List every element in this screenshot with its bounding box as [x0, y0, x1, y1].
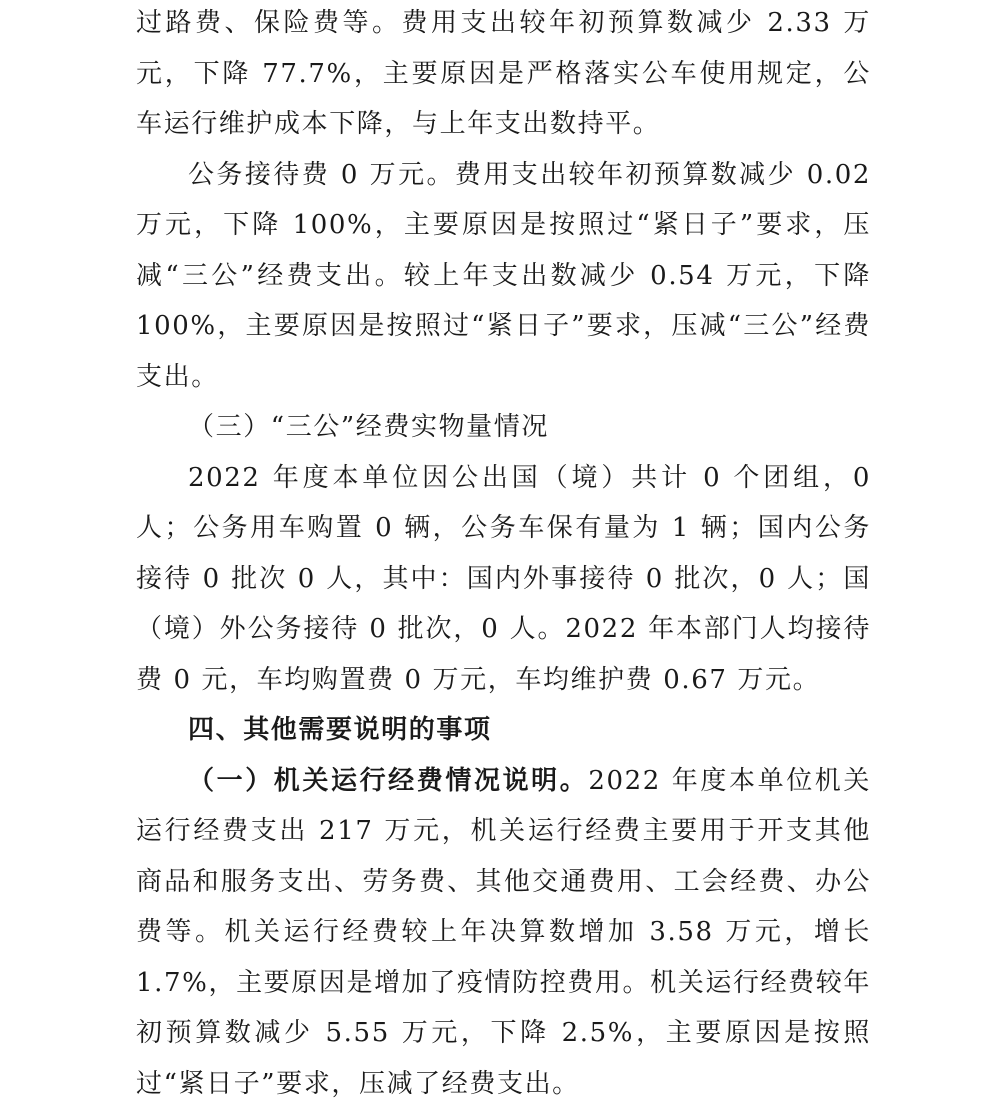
heading-section-four: 四、其他需要说明的事项 [136, 705, 871, 756]
paragraph-reception: 公务接待费 0 万元。费用支出较年初预算数减少 0.02 万元，下降 100%，主要原因是按照过“紧日子”要求，压减“三公”经费支出。较上年支出数减少 0.54 万元，下降 100%，主要原因是按照过“紧日子”要求，压减“三公”经费支出。 [136, 150, 871, 403]
operating-expenses-lead: （一）机关运行经费情况说明。 [188, 766, 588, 796]
document-body [136, 0, 871, 1109]
operating-expenses-body: 2022 年度本单位机关运行经费支出 217 万元，机关运行经费主要用于开支其他商品和服务支出、劳务费、其他交通费用、工会经费、办公费等。机关运行经费较上年决算数增加 3.58 万元，增长 1.7%，主要原因是增加了疫情防控费用。机关运行经费较年初预算数减少 5.55 万元，下降 2.5%，主要原因是按照过“紧日子”要求，压减了经费支出。 [136, 766, 871, 1099]
heading-physical-quantity: （三）“三公”经费实物量情况 [136, 402, 871, 453]
paragraph-operating-expenses [136, 756, 871, 1109]
paragraph-vehicle-continued: 过路费、保险费等。费用支出较年初预算数减少 2.33 万元，下降 77.7%，主要原因是严格落实公车使用规定，公车运行维护成本下降，与上年支出数持平。 [136, 0, 871, 150]
paragraph-physical-quantity: 2022 年度本单位因公出国（境）共计 0 个团组，0 人；公务用车购置 0 辆，公务车保有量为 1 辆；国内公务接待 0 批次 0 人，其中：国内外事接待 0 批次，0 人；国（境）外公务接待 0 批次，0 人。2022 年本部门人均接待费 0 元，车均购置费 0 万元，车均维护费 0.67 万元。 [136, 453, 871, 706]
